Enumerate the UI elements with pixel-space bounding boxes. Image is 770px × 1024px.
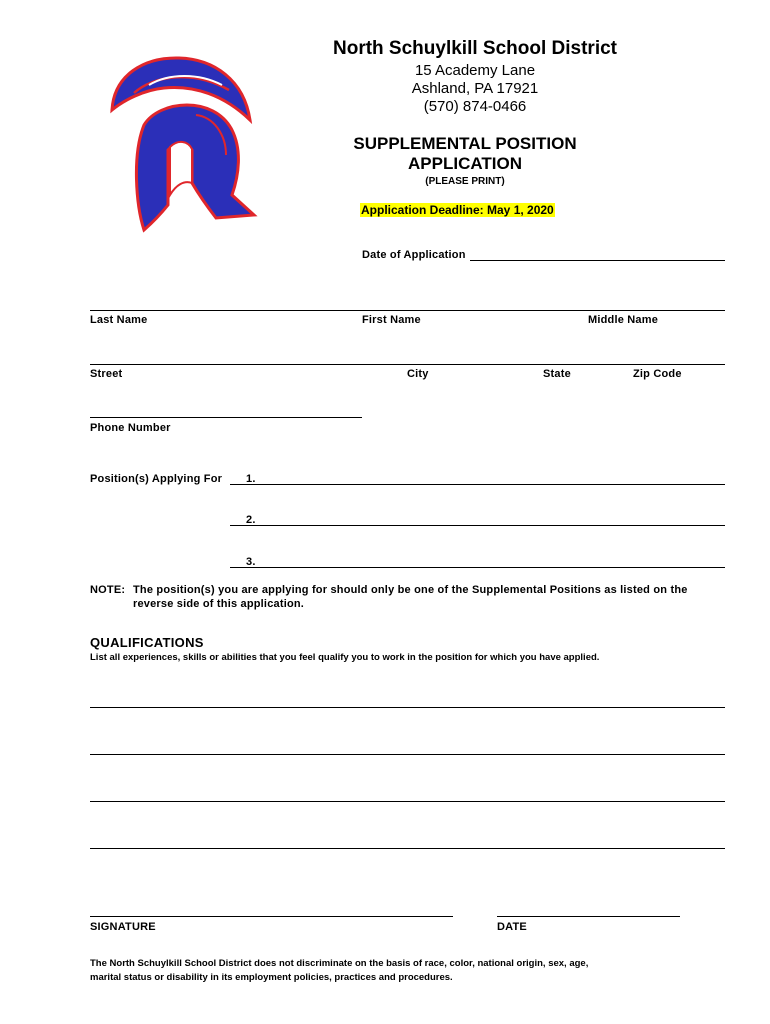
middle-name-label: Middle Name (588, 314, 659, 326)
qualifications-heading: QUALIFICATIONS (90, 635, 204, 650)
zip-code-label: Zip Code (633, 368, 682, 380)
positions-label: Position(s) Applying For (90, 473, 223, 485)
name-field-line[interactable] (90, 310, 725, 311)
state-label: State (543, 368, 571, 380)
street-label: Street (90, 368, 123, 380)
date-of-application-label: Date of Application (362, 249, 466, 261)
first-name-label: First Name (362, 314, 421, 326)
date-field[interactable] (497, 916, 680, 917)
signature-label: SIGNATURE (90, 921, 156, 933)
address-line-1: 15 Academy Lane (414, 62, 536, 79)
qualifications-line-4[interactable] (90, 848, 725, 849)
last-name-label: Last Name (90, 314, 148, 326)
position-number-3: 3. (246, 556, 256, 568)
position-2-field[interactable] (230, 525, 725, 526)
qualifications-line-1[interactable] (90, 707, 725, 708)
address-field-line[interactable] (90, 364, 725, 365)
district-phone: (570) 874-0466 (423, 98, 527, 115)
application-deadline: Application Deadline: May 1, 2020 (361, 203, 554, 217)
footer-line-2: marital status or disability in its employment policies, practices and procedures. (90, 972, 453, 983)
position-number-1: 1. (246, 473, 256, 485)
please-print-note: (PLEASE PRINT) (425, 176, 505, 187)
position-3-field[interactable] (230, 567, 725, 568)
qualifications-line-2[interactable] (90, 754, 725, 755)
date-label: DATE (497, 921, 527, 933)
note-line-2: reverse side of this application. (133, 598, 305, 610)
city-label: City (407, 368, 429, 380)
note-line-1: The position(s) you are applying for should only be one of the Supplemental Positions as listed on the (133, 584, 688, 596)
address-line-2: Ashland, PA 17921 (411, 80, 539, 97)
district-name: North Schuylkill School District (333, 38, 617, 59)
note-label: NOTE: (90, 584, 126, 596)
position-number-2: 2. (246, 514, 256, 526)
phone-number-label: Phone Number (90, 422, 171, 434)
date-of-application-field[interactable] (470, 260, 725, 261)
phone-number-field[interactable] (90, 417, 362, 418)
form-title-line-2: APPLICATION (408, 154, 522, 173)
qualifications-description: List all experiences, skills or abilities that you feel qualify you to work in the position for which you have applied. (90, 652, 600, 663)
spartan-helmet-icon (104, 55, 264, 235)
footer-line-1: The North Schuylkill School District does not discriminate on the basis of race, color, national origin, sex, age, (90, 958, 589, 969)
qualifications-line-3[interactable] (90, 801, 725, 802)
form-title-line-1: SUPPLEMENTAL POSITION (353, 134, 577, 153)
signature-field[interactable] (90, 916, 453, 917)
position-1-field[interactable] (230, 484, 725, 485)
